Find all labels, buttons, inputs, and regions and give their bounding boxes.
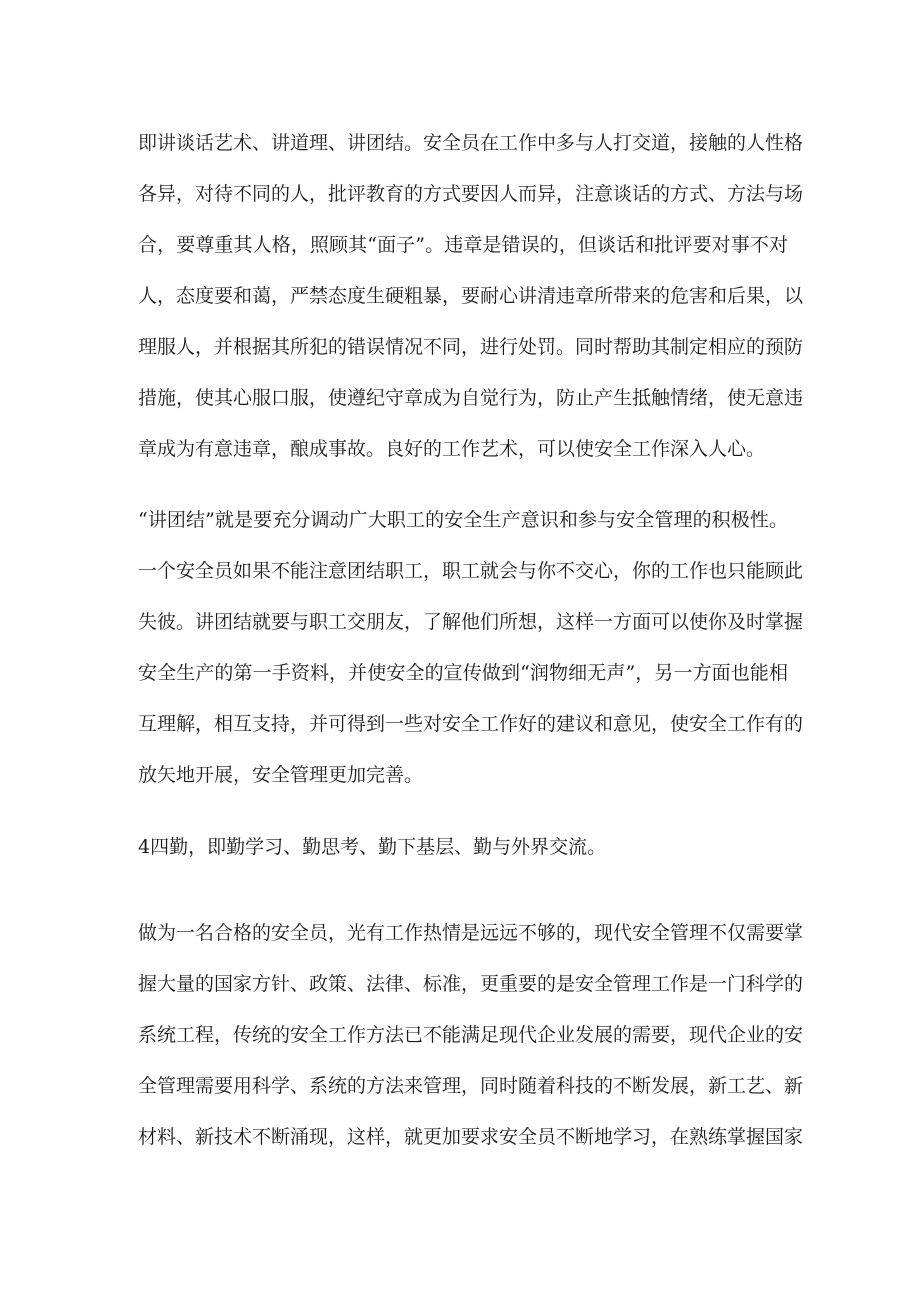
paragraph-line: 各异，对待不同的人，批评教育的方式要因人而异，注意谈话的方式、方法与场 [138,183,804,205]
paragraph-line: 互理解，相互支持，并可得到一些对安全工作好的建议和意见，使安全工作有的 [138,713,804,735]
paragraph-line: 系统工程，传统的安全工作方法已不能满足现代企业发展的需要，现代企业的安 [138,1024,804,1046]
section-heading-four-diligences [138,822,788,873]
paragraph-line: 一个安全员如果不能注意团结职工，职工就会与你不交心，你的工作也只能顾此 [138,560,804,582]
paragraph-line: 措施，使其心服口服，使遵纪守章成为自觉行为，防止产生抵触情绪，使无意违 [138,387,804,409]
paragraph-line: 材料、新技术不断涌现，这样，就更加要求安全员不断地学习，在熟练掌握国家 [138,1126,804,1148]
paragraph-line: 人，态度要和蔼，严禁态度生硬粗暴，要耐心讲清违章所带来的危害和后果，以 [138,285,804,307]
paragraph-line: 即讲谈话艺术、讲道理、讲团结。安全员在工作中多与人打交道，接触的人性格 [138,132,804,154]
paragraph-line: 理服人，并根据其所犯的错误情况不同，进行处罚。同时帮助其制定相应的预防 [138,336,804,358]
paragraph-line: 章成为有意违章，酿成事故。良好的工作艺术，可以使安全工作深入人心。 [138,438,766,460]
paragraph-qualified-safety-officer [138,908,804,1163]
paragraph-line: 失彼。讲团结就要与职工交朋友，了解他们所想，这样一方面可以使你及时掌握 [138,611,804,633]
paragraph-line: 全管理需要用科学、系统的方法来管理，同时随着科技的不断发展，新工艺、新 [138,1075,804,1097]
paragraph-line: “讲团结”就是要充分调动广大职工的安全生产意识和参与安全管理的积极性。 [138,509,788,531]
paragraph-line: 安全生产的第一手资料，并使安全的宣传做到“润物细无声”，另一方面也能相 [138,662,788,684]
heading-line: 4四勤，即勤学习、勤思考、勤下基层、勤与外界交流。 [138,836,607,858]
paragraph-line: 握大量的国家方针、政策、法律、标准，更重要的是安全管理工作是一门科学的 [138,973,804,995]
paragraph-line: 合，要尊重其人格，照顾其“面子”。违章是错误的，但谈话和批评要对事不对 [138,234,788,256]
paragraph-line: 做为一名合格的安全员，光有工作热情是远远不够的，现代安全管理不仅需要掌 [138,922,804,944]
paragraph-line: 放矢地开展，安全管理更加完善。 [138,764,424,786]
paragraph-unity [138,495,804,801]
paragraph-talk-art [138,118,804,475]
